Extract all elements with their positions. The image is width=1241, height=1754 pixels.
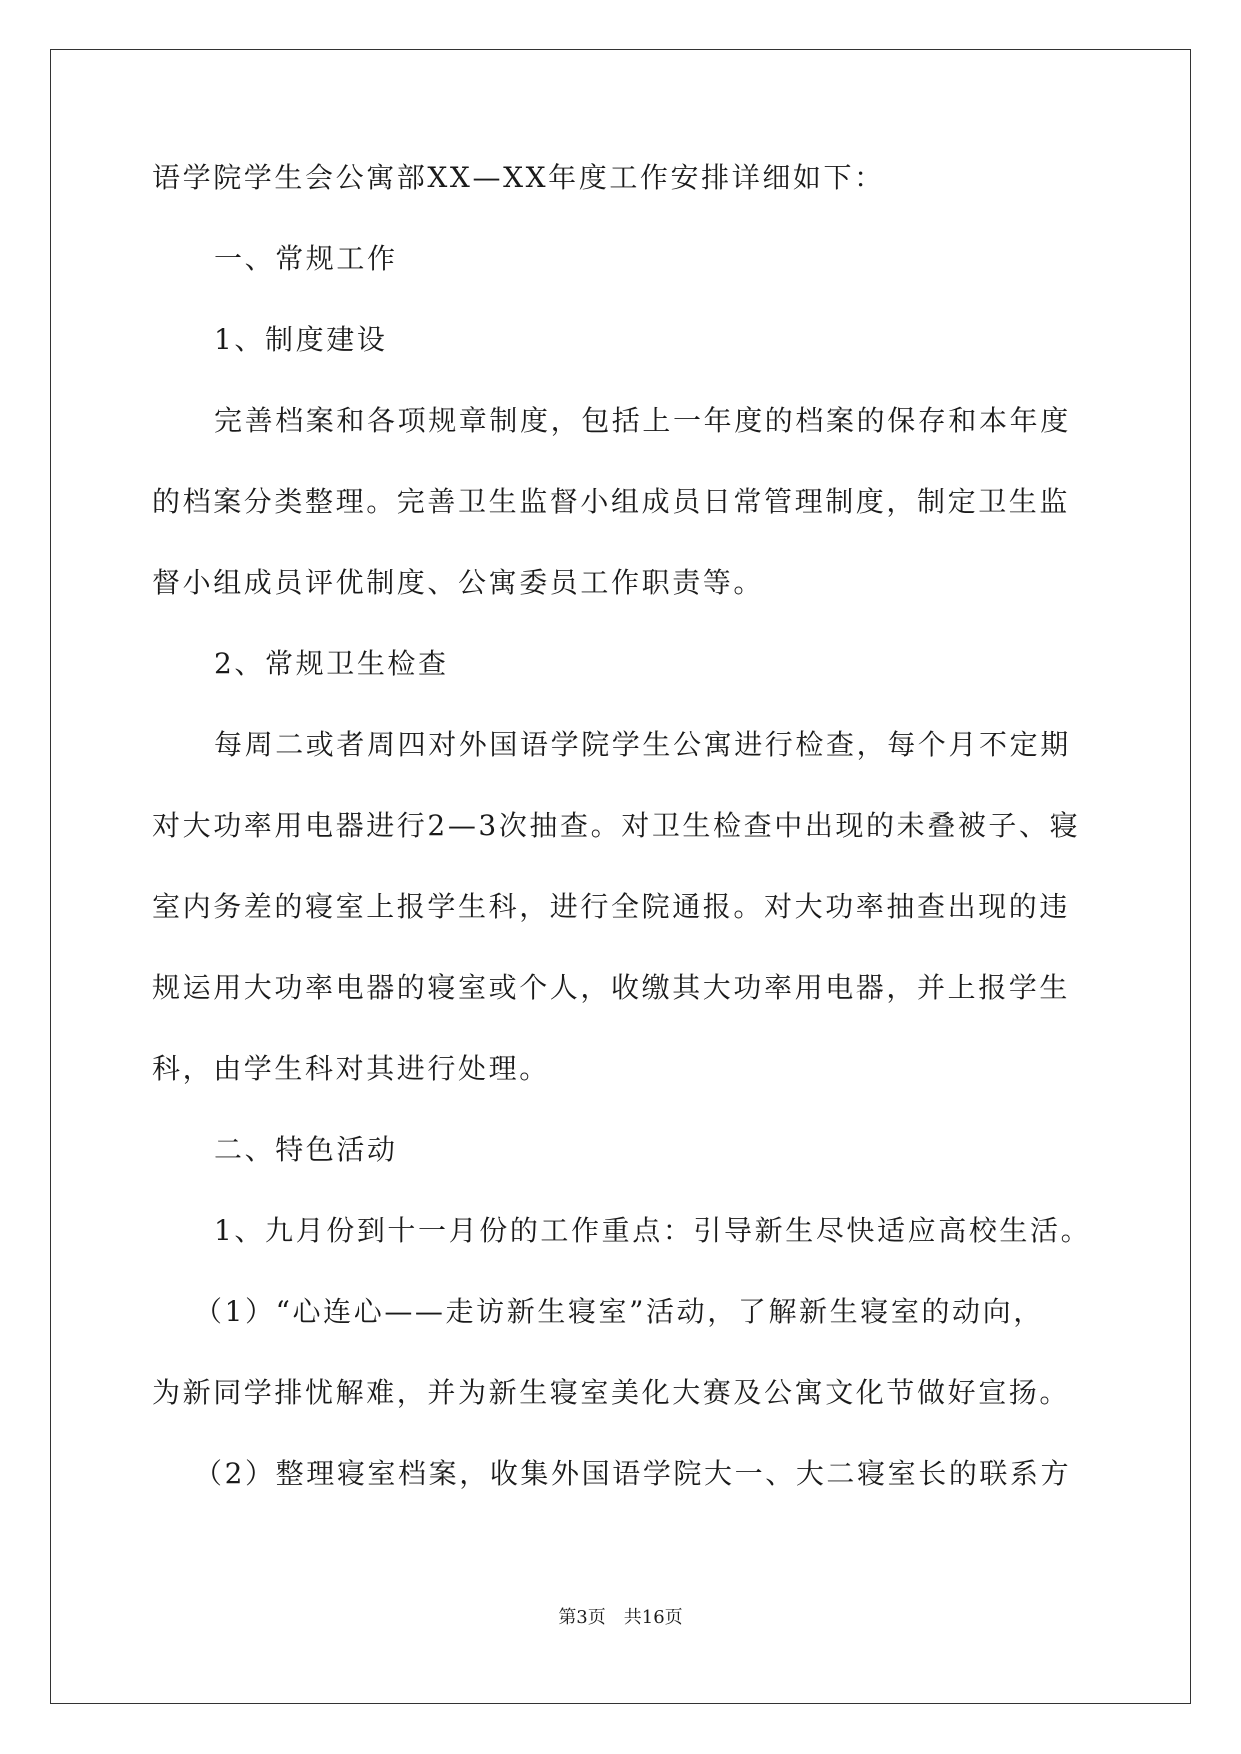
text-line: 对大功率用电器进行2—3次抽查。对卫生检查中出现的未叠被子、寝 <box>152 809 1081 842</box>
subsection-heading: 1、九月份到十一月份的工作重点：引导新生尽快适应高校生活。 <box>214 1214 1092 1247</box>
text-line: 督小组成员评优制度、公寓委员工作职责等。 <box>152 566 765 599</box>
text-line: 的档案分类整理。完善卫生监督小组成员日常管理制度，制定卫生监 <box>152 485 1071 518</box>
section-heading: 二、特色活动 <box>214 1133 398 1166</box>
page-total: 共16页 <box>623 1607 683 1628</box>
text-line: 为新同学排忧解难，并为新生寝室美化大赛及公寓文化节做好宣扬。 <box>152 1376 1071 1409</box>
subsection-heading: 1、制度建设 <box>214 323 388 356</box>
text-line: 完善档案和各项规章制度，包括上一年度的档案的保存和本年度 <box>214 404 1071 437</box>
section-heading: 一、常规工作 <box>214 242 398 275</box>
page-footer <box>0 1606 1241 1630</box>
text-line: 室内务差的寝室上报学生科，进行全院通报。对大功率抽查出现的违 <box>152 890 1071 923</box>
text-line: 规运用大功率电器的寝室或个人，收缴其大功率用电器，并上报学生 <box>152 971 1071 1004</box>
page-number: 第3页 <box>558 1607 606 1628</box>
text-line: 科，由学生科对其进行处理。 <box>152 1052 550 1085</box>
text-line: 语学院学生会公寓部XX—XX年度工作安排详细如下： <box>152 161 885 194</box>
text-line: 每周二或者周四对外国语学院学生公寓进行检查，每个月不定期 <box>214 728 1071 761</box>
text-line: （2）整理寝室档案，收集外国语学院大一、大二寝室长的联系方 <box>194 1457 1072 1490</box>
document-body <box>152 158 1092 1535</box>
text-line: （1）“心连心——走访新生寝室”活动，了解新生寝室的动向， <box>194 1295 1044 1328</box>
subsection-heading: 2、常规卫生检查 <box>214 647 449 680</box>
